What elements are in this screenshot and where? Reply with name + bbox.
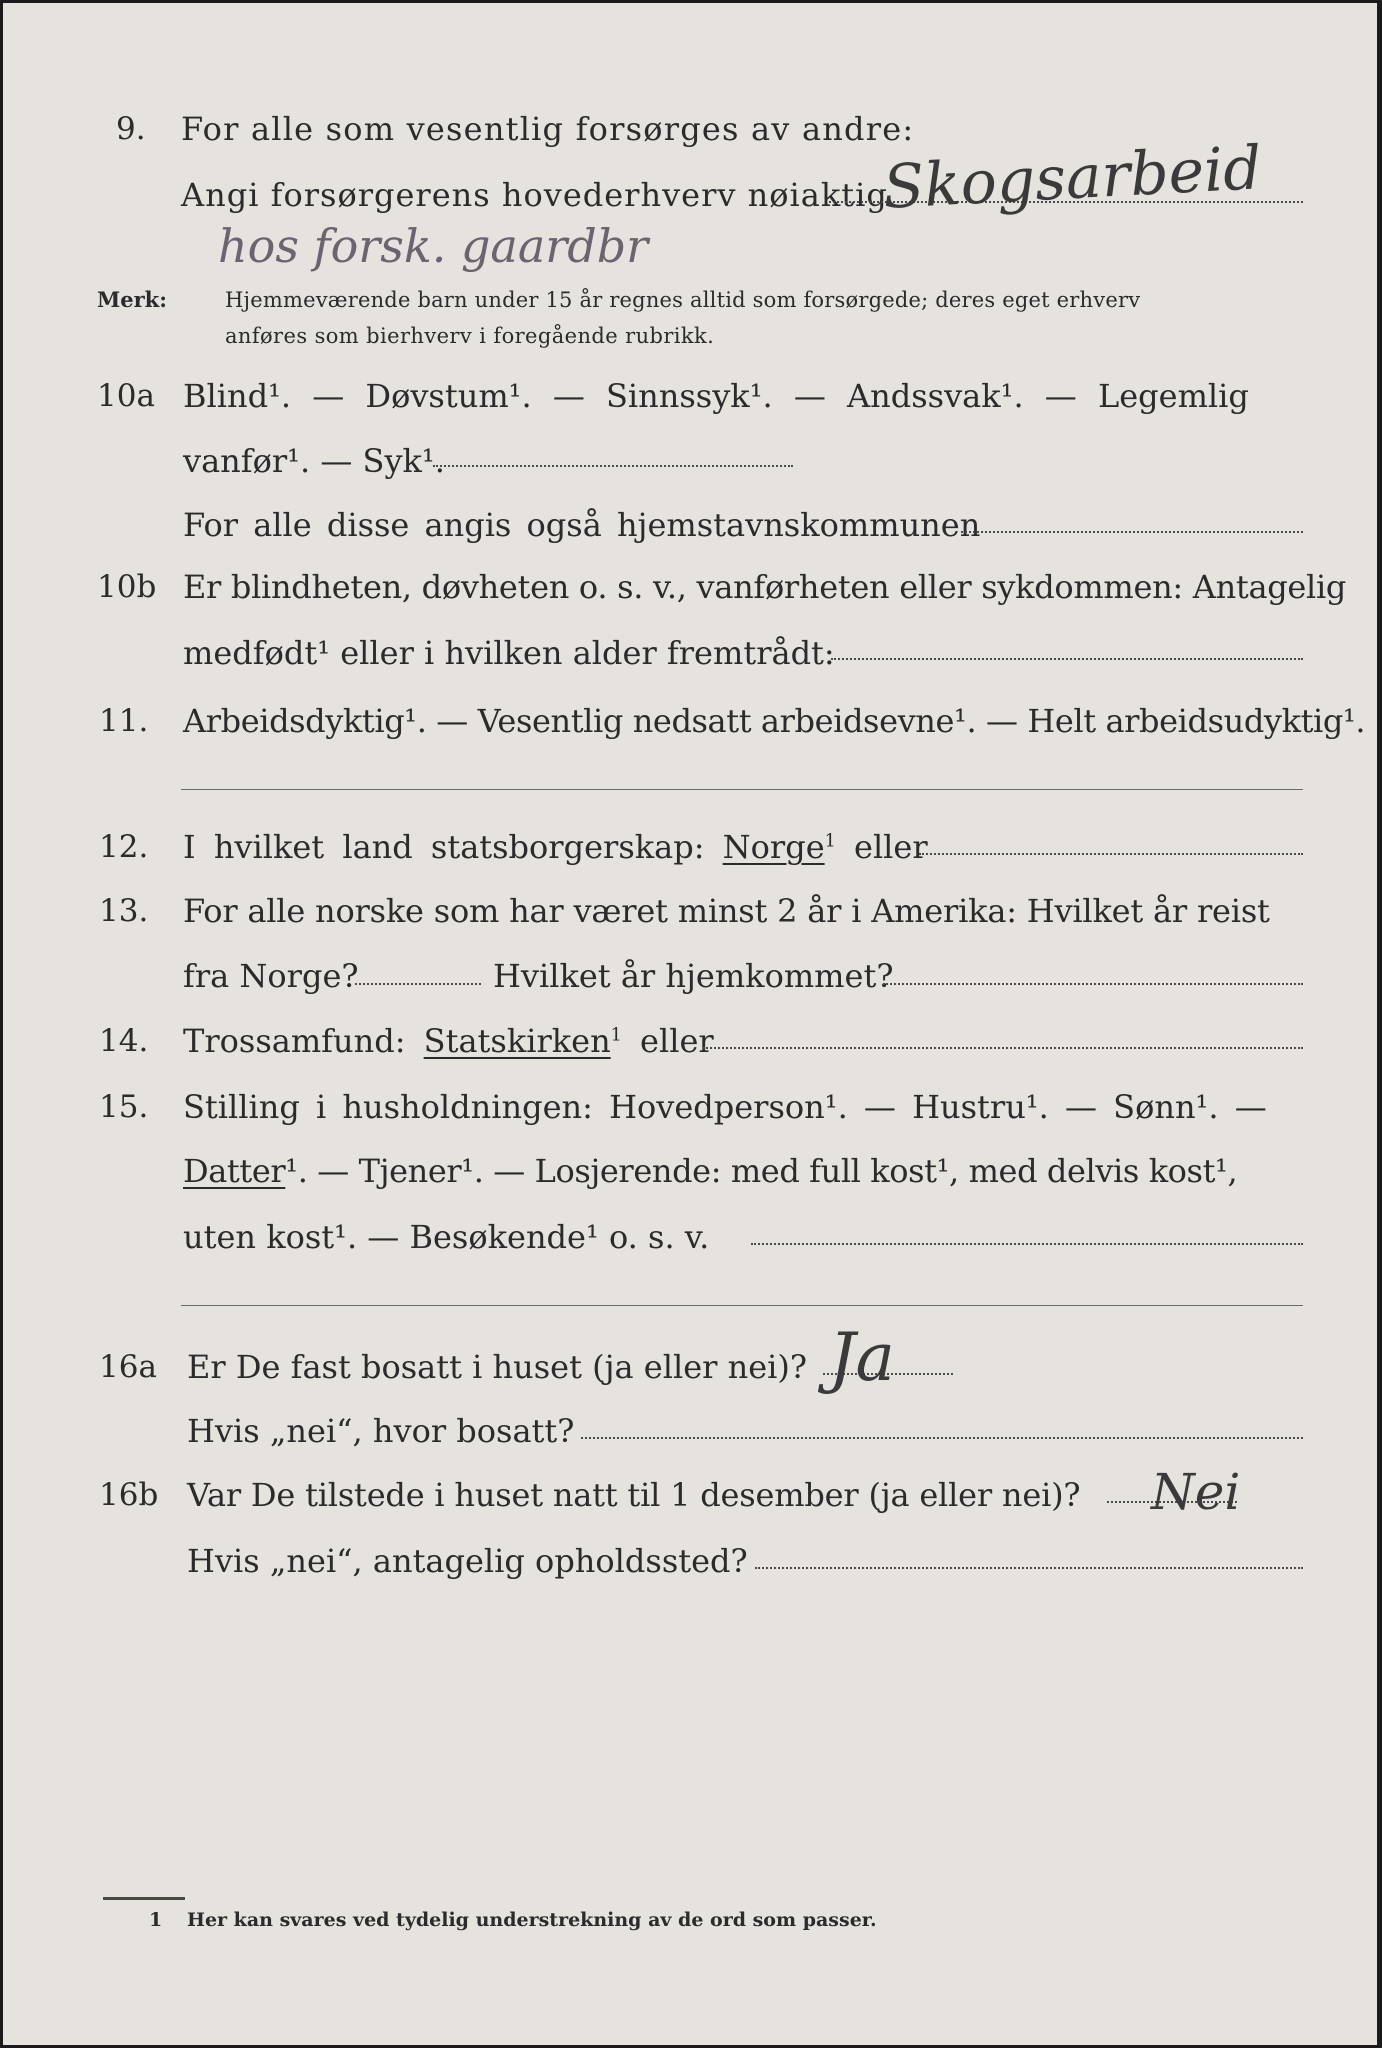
q10a-line3: For alle disse angis også hjemstavnskommunen (183, 506, 981, 544)
q11-number: 11. (99, 703, 149, 739)
q12-underlined-answer: Norge (722, 828, 825, 866)
q15-number: 15. (99, 1089, 149, 1125)
q15-answer-rule (181, 1305, 1303, 1306)
q10b-line2: medfødt¹ eller i hvilken alder fremtrådt: (183, 634, 835, 672)
q11-line1: Arbeidsdyktig¹. — Vesentlig nedsatt arbeidsevne¹. — Helt arbeidsudyktig¹. (183, 702, 1366, 740)
census-form-page (3, 3, 1377, 2045)
q16b-number: 16b (99, 1477, 159, 1513)
q16a-line2: Hvis „nei“, hvor bosatt? (187, 1412, 575, 1450)
q9-number: 9. (116, 111, 146, 147)
q16b-line1: Var De tilstede i huset natt til 1 desember (ja eller nei)? (187, 1476, 1081, 1514)
merk-label: Merk: (97, 287, 167, 312)
q10b-number: 10b (97, 569, 157, 605)
q9-handwritten-answer-line2: hos forsk. gaardbr (218, 219, 649, 273)
q15-line3: uten kost¹. — Besøkende¹ o. s. v. (183, 1218, 710, 1256)
q12-number: 12. (99, 829, 149, 865)
q10a-hometown-line (961, 531, 1303, 533)
q16b-whereabouts-line (755, 1567, 1303, 1569)
footnote-rule (103, 1897, 185, 1900)
q13-line2b: Hvilket år hjemkommet? (493, 957, 894, 995)
q14-answer-line (703, 1047, 1303, 1049)
merk-line1: Hjemmeværende barn under 15 år regnes alltid som forsørgede; deres eget erhverv (225, 288, 1141, 312)
q10b-line1: Er blindheten, døvheten o. s. v., vanførheten eller sykdommen: Antagelig (183, 568, 1347, 606)
q9-handwritten-answer: Skogsarbeid (881, 133, 1264, 223)
q15-line1: Stilling i husholdningen: Hovedperson¹. — Hustru¹. — Sønn¹. — (183, 1088, 1267, 1126)
q10a-answer-line (433, 465, 793, 467)
q14-line (183, 1021, 714, 1061)
merk-line2: anføres som bierhverv i foregående rubrikk. (225, 324, 715, 348)
q13-line1: For alle norske som har været minst 2 år i Amerika: Hvilket år reist (183, 892, 1270, 930)
q15-line2 (183, 1151, 1237, 1191)
q12-suffix: eller (854, 828, 928, 866)
q16b-handwritten-answer: Nei (1151, 1463, 1241, 1521)
q13-departure-year-line (355, 983, 481, 985)
q9-line1: For alle som vesentlig forsørges av andre: (181, 110, 915, 148)
q10a-line2: vanfør¹. — Syk¹. (183, 442, 445, 480)
q15-underlined-answer: Datter (183, 1152, 286, 1190)
q16a-number: 16a (99, 1349, 157, 1385)
q14-number: 14. (99, 1023, 149, 1059)
q14-underlined-answer: Statskirken (423, 1022, 611, 1060)
q10a-number: 10a (97, 378, 155, 414)
q16a-handwritten-answer: Ja (829, 1319, 895, 1396)
q15-answer-line (751, 1243, 1303, 1245)
q12-answer-line (919, 853, 1303, 855)
q11-answer-rule (181, 789, 1303, 790)
q14-sup: 1 (610, 1025, 622, 1046)
q14-suffix: eller (640, 1022, 714, 1060)
q12-sup: 1 (824, 831, 836, 852)
q16b-line2: Hvis „nei“, antagelig opholdssted? (187, 1542, 748, 1580)
q13-return-year-line (883, 983, 1303, 985)
q15-line2-rest: ¹. — Tjener¹. — Losjerende: med full kost¹, med delvis kost¹, (285, 1152, 1238, 1190)
q13-line2a: fra Norge? (183, 957, 359, 995)
q16a-line1: Er De fast bosatt i huset (ja eller nei)? (187, 1348, 808, 1386)
q13-number: 13. (99, 893, 149, 929)
footnote-text: Her kan svares ved tydelig understrekning av de ord som passer. (187, 1909, 877, 1931)
q14-prefix: Trossamfund: (183, 1022, 406, 1060)
q12-prefix: I hvilket land statsborgerskap: (183, 828, 705, 866)
q9-line2: Angi forsørgerens hovederhverv nøiaktig (181, 176, 888, 214)
q12-line (183, 827, 928, 867)
q16a-residence-line (581, 1437, 1303, 1439)
q10a-line1: Blind¹. — Døvstum¹. — Sinnssyk¹. — Andssvak¹. — Legemlig (183, 377, 1249, 415)
footnote-marker: 1 (149, 1909, 163, 1931)
q10b-answer-line (831, 658, 1303, 660)
